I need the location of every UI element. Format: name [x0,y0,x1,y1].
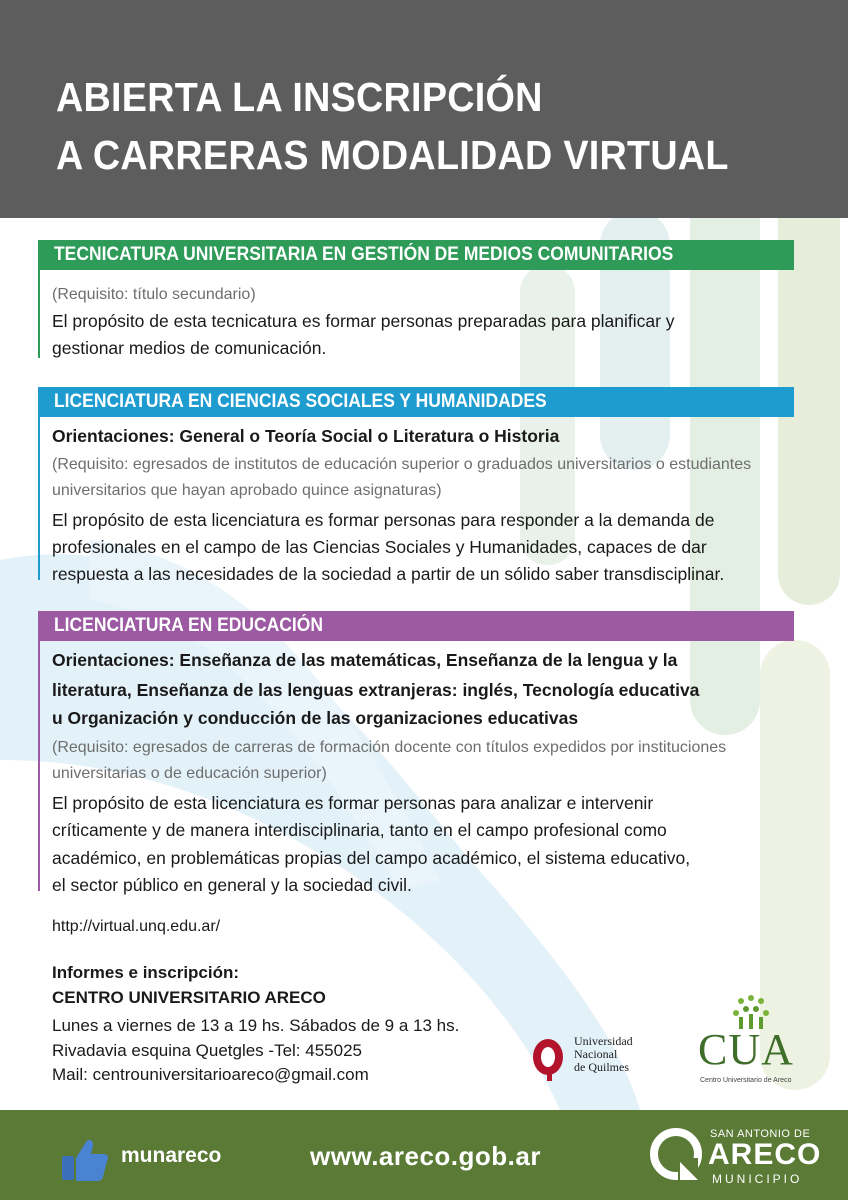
purpose-line: respuesta a las necesidades de la sociedad a partir de un sólido saber transdisciplinar. [52,564,725,584]
purpose-line: críticamente y de manera interdisciplinaria, tanto en el campo profesional como [52,820,667,840]
requirement-line: (Requisito: egresados de carreras de formación docente con títulos expedidos por instituciones [52,739,727,756]
municipio-top-text: SAN ANTONIO DE [710,1128,811,1140]
title-line-1: ABIERTA LA INSCRIPCIÓN [56,74,543,120]
cua-logo [690,993,800,1093]
municipio-sub-text: MUNICIPIO [712,1172,803,1186]
orientations-text: Orientaciones: General o Teoría Social o Literatura o Historia [52,426,560,446]
cua-subtitle: Centro Universitario de Areco [700,1077,792,1084]
header-banner [0,0,848,218]
orientations-line: u Organización y conducción de las organizaciones educativas [52,708,579,728]
orientations-line: Orientaciones: Enseñanza de las matemáticas, Enseñanza de la lengua y la [52,650,678,670]
section-heading-text: LICENCIATURA EN CIENCIAS SOCIALES Y HUMANIDADES [54,391,547,412]
title-line-2: A CARRERAS MODALIDAD VIRTUAL [56,132,729,178]
areco-emblem-icon [650,1128,702,1184]
municipio-logo [650,1122,830,1192]
unq-emblem-icon [530,1033,570,1083]
contact-label: Informes e inscripción: [52,963,240,982]
purpose-line: El propósito de esta licenciatura es formar personas para analizar e intervenir [52,793,654,813]
section-rule [38,270,40,358]
footer-bar [0,1110,848,1200]
unq-text-line: de Quilmes [574,1060,629,1074]
requirement-line: universitarios que hayan aprobado quince asignaturas) [52,482,442,499]
requirement-line: universitarias o de educación superior) [52,765,327,782]
mail-text: Mail: centrouniversitarioareco@gmail.com [52,1065,369,1084]
section-rule [38,417,40,580]
section-heading-text: TECNICATURA UNIVERSITARIA EN GESTIÓN DE MEDIOS COMUNITARIOS [54,244,674,265]
purpose-line: el sector público en general y la sociedad civil. [52,875,412,895]
purpose-line: El propósito de esta licenciatura es formar personas para responder a la demanda de [52,510,715,530]
section-heading-text: LICENCIATURA EN EDUCACIÓN [54,615,323,636]
unq-text-line: Universidad [574,1034,633,1048]
website-link[interactable]: www.areco.gob.ar [310,1141,541,1171]
requirement-text: (Requisito: título secundario) [52,286,256,303]
virtual-url-link[interactable]: http://virtual.unq.edu.ar/ [52,918,221,935]
section-heading-educacion [38,611,794,641]
thumbs-up-icon[interactable] [60,1136,110,1182]
address-text: Rivadavia esquina Quetgles -Tel: 455025 [52,1041,362,1060]
purpose-line: El propósito de esta tecnicatura es formar personas preparadas para planificar y [52,311,675,331]
purpose-line: profesionales en el campo de las Ciencias Sociales y Humanidades, capaces de dar [52,537,707,557]
section-rule [38,641,40,891]
unq-text-line: Nacional [574,1047,618,1061]
hours-text: Lunes a viernes de 13 a 19 hs. Sábados de 9 a 13 hs. [52,1016,460,1035]
requirement-line: (Requisito: egresados de institutos de educación superior o graduados universitarios o estudiantes [52,456,752,473]
section-heading-tecnicatura [38,240,794,270]
page-title [56,68,729,184]
center-name: CENTRO UNIVERSITARIO ARECO [52,988,326,1007]
cua-letters: CUA [698,1025,794,1074]
orientations-line: literatura, Enseñanza de las lenguas extranjeras: inglés, Tecnología educativa [52,680,700,700]
purpose-line: gestionar medios de comunicación. [52,338,327,358]
municipio-name: ARECO [708,1138,822,1171]
social-handle[interactable]: munareco [121,1144,222,1167]
purpose-line: académico, en problemáticas propias del campo académico, el sistema educativo, [52,848,691,868]
unq-logo [530,1033,660,1083]
section-heading-ciencias-sociales [38,387,794,417]
